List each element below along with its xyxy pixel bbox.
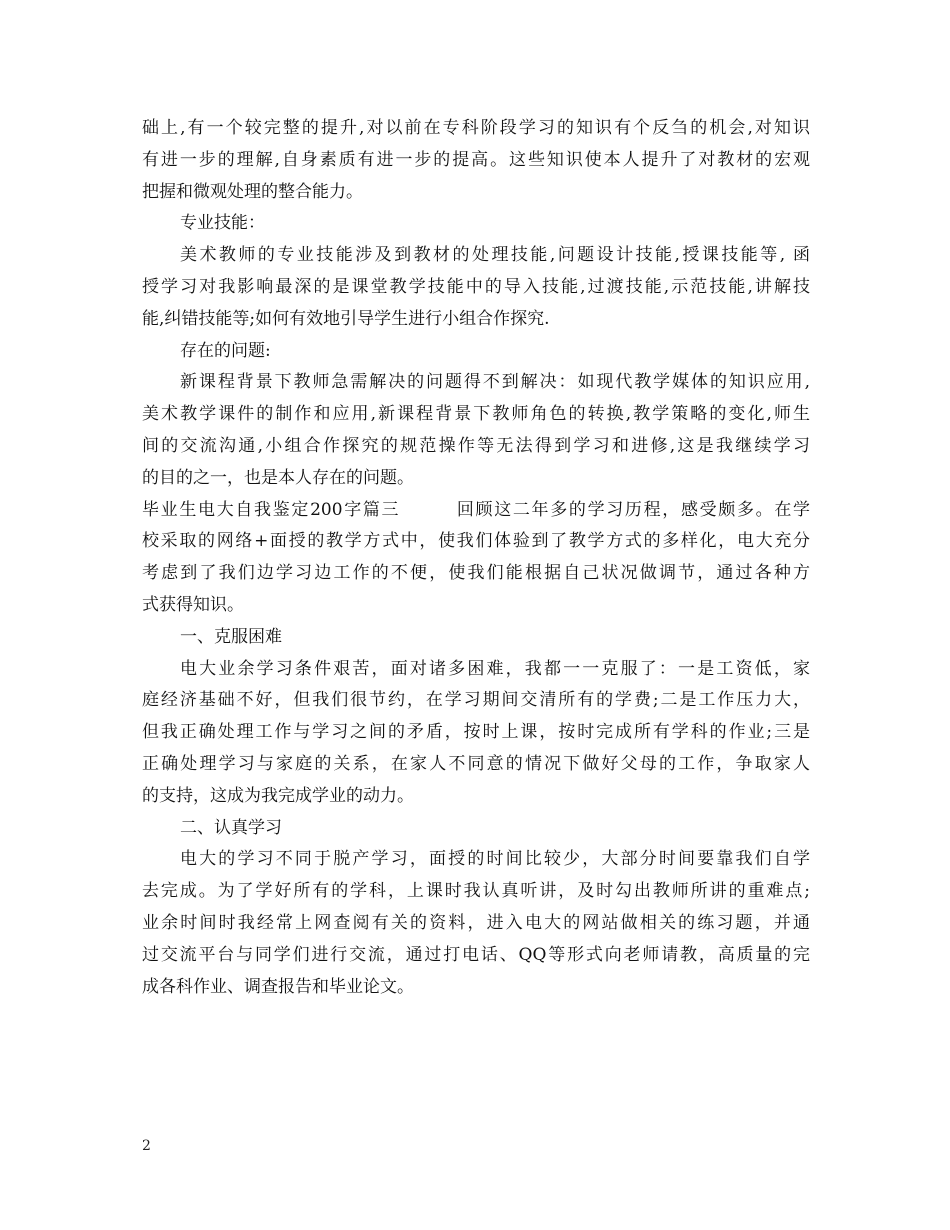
text-line: 成各科作业、调查报告和毕业论文。 bbox=[142, 976, 414, 997]
text-line: 正确处理学习与家庭的关系，在家人不同意的情况下做好父母的工作，争取家人 bbox=[142, 753, 810, 774]
text-line: 式获得知识。 bbox=[142, 594, 244, 615]
text-line: 的目的之一，也是本人存在的问题。 bbox=[142, 467, 414, 488]
text-line: 能,纠错技能等;如何有效地引导学生进行小组合作探究. bbox=[142, 308, 550, 329]
text-line: 的支持，这成为我完成学业的动力。 bbox=[142, 785, 414, 806]
section-heading: 一、克服困难 bbox=[180, 626, 282, 647]
text-line: 过交流平台与同学们进行交流，通过打电话、QQ等形式向老师请教，高质量的完 bbox=[142, 944, 810, 965]
section-heading: 专业技能： bbox=[180, 213, 265, 234]
text-line: 新课程背景下教师急需解决的问题得不到解决：如现代教学媒体的知识应用, bbox=[180, 372, 810, 393]
section-heading: 二、认真学习 bbox=[180, 817, 282, 838]
text-line: 电大业余学习条件艰苦，面对诸多困难，我都一一克服了：一是工资低，家 bbox=[180, 658, 810, 679]
section-heading: 存在的问题: bbox=[180, 340, 271, 361]
section-title-line: 毕业生电大自我鉴定200字篇三 回顾这二年多的学习历程，感受颇多。在学 bbox=[142, 499, 810, 520]
text-line: 把握和微观处理的整合能力。 bbox=[142, 181, 363, 202]
text-line: 业余时间时我经常上网查阅有关的资料，进入电大的网站做相关的练习题，并通 bbox=[142, 912, 810, 933]
page-number: 2 bbox=[142, 1138, 151, 1154]
text-line: 美术教师的专业技能涉及到教材的处理技能,问题设计技能,授课技能等, 函 bbox=[180, 245, 810, 266]
text-line: 但我正确处理工作与学习之间的矛盾，按时上课，按时完成所有学科的作业;三是 bbox=[142, 722, 810, 743]
text-line: 授学习对我影响最深的是课堂教学技能中的导入技能,过渡技能,示范技能,讲解技 bbox=[142, 276, 810, 297]
text-line: 有进一步的理解,自身素质有进一步的提高。这些知识使本人提升了对教材的宏观 bbox=[142, 149, 810, 170]
text-line: 校采取的网络+面授的教学方式中，使我们体验到了教学方式的多样化，电大充分 bbox=[142, 531, 810, 552]
text-line: 间的交流沟通,小组合作探究的规范操作等无法得到学习和进修,这是我继续学习 bbox=[142, 435, 810, 456]
text-line: 庭经济基础不好，但我们很节约，在学习期间交清所有的学费;二是工作压力大， bbox=[142, 690, 810, 711]
text-line: 美术教学课件的制作和应用,新课程背景下教师角色的转换,教学策略的变化,师生 bbox=[142, 404, 810, 425]
text-line: 础上,有一个较完整的提升,对以前在专科阶段学习的知识有个反刍的机会,对知识 bbox=[142, 118, 810, 138]
text-line: 考虑到了我们边学习边工作的不便，使我们能根据自己状况做调节，通过各种方 bbox=[142, 563, 810, 584]
text-line: 电大的学习不同于脱产学习，面授的时间比较少，大部分时间要靠我们自学 bbox=[180, 849, 810, 870]
text-line: 去完成。为了学好所有的学科，上课时我认真听讲，及时勾出教师所讲的重难点; bbox=[142, 881, 810, 902]
document-body bbox=[142, 113, 810, 1003]
